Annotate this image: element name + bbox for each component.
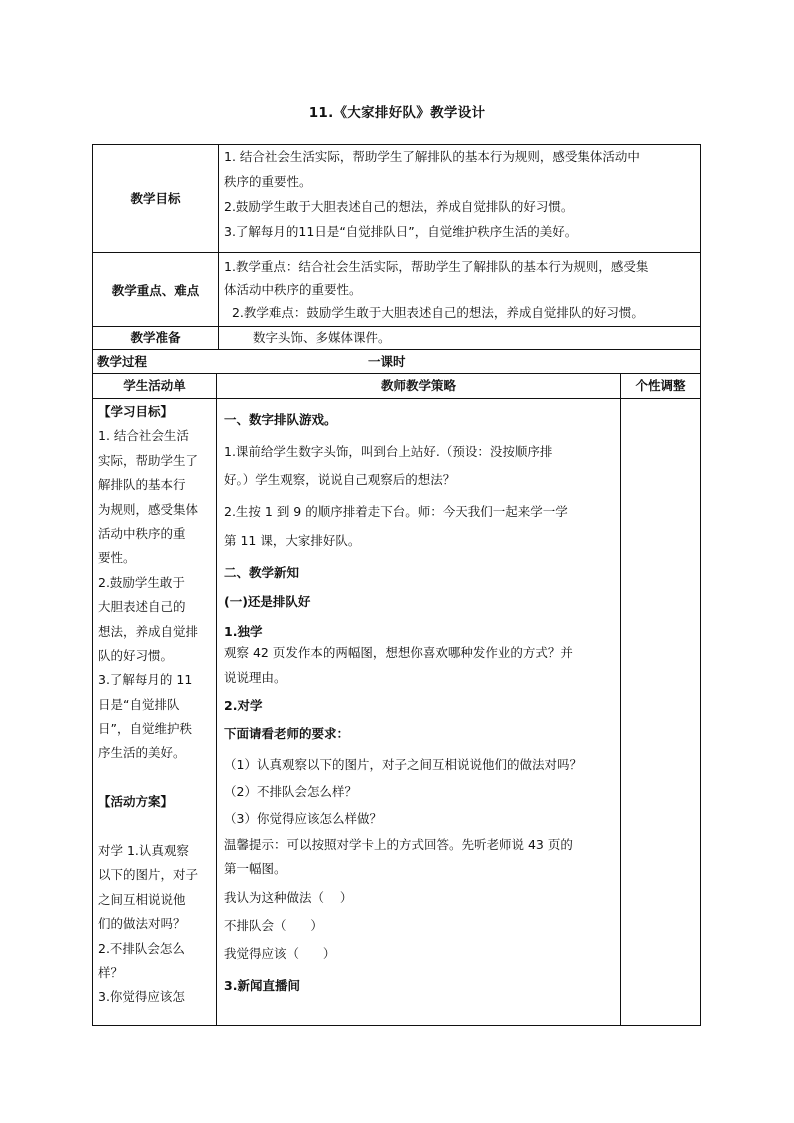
teacher-line: 温馨提示：可以按照对学卡上的方式回答。先听老师说 43 页的 <box>224 837 573 852</box>
student-line: 以下的图片，对子 <box>98 867 199 883</box>
student-line: 想法，养成自觉排 <box>98 623 199 639</box>
keypoints-line: 体活动中秩序的重要性。 <box>224 282 362 297</box>
objectives-line: 3.了解每月的11日是“自觉排队日”，自觉维护秩序生活的美好。 <box>224 224 578 239</box>
objectives-line: 1. 结合社会生活实际，帮助学生了解排队的基本行为规则，感受集体活动中 <box>224 149 640 164</box>
prep-label: 教学准备 <box>130 330 181 345</box>
objectives-line: 2.鼓励学生敢于大胆表述自己的想法，养成自觉排队的好习惯。 <box>224 199 574 214</box>
teacher-line: 1.独学 <box>224 624 263 639</box>
teacher-line: 下面请看老师的要求： <box>224 726 350 741</box>
student-line: 队的好习惯。 <box>98 647 174 663</box>
rule-right <box>700 144 701 1026</box>
student-line: 【学习目标】 <box>98 404 174 419</box>
student-line: 解排队的基本行 <box>98 477 186 493</box>
teacher-line: 第一幅图。 <box>224 861 287 876</box>
student-line: 之间互相说说他 <box>98 891 186 907</box>
teacher-line: 观察 42 页发作本的两幅图，想想你喜欢哪种发作业的方式？并 <box>224 645 573 660</box>
student-activity-column <box>98 400 214 1010</box>
teacher-line: 我认为这种做法（ ） <box>224 890 353 905</box>
objectives-content <box>224 145 696 245</box>
rule-personal-divider <box>620 373 621 1026</box>
teacher-line: 好。）学生观察，说说自己观察后的想法？ <box>224 472 456 487</box>
student-line: 序生活的美好。 <box>98 745 186 761</box>
student-line: 3.你觉得应该怎 <box>98 989 185 1005</box>
student-line: 1. 结合社会生活 <box>98 428 189 444</box>
header-teacher: 教师教学策略 <box>380 378 456 393</box>
teacher-line: 2.对学 <box>224 698 263 713</box>
student-line: 实际，帮助学生了 <box>98 452 199 468</box>
student-line: 样？ <box>98 964 124 980</box>
keypoints-label: 教学重点、难点 <box>111 283 200 298</box>
student-line: 日是“自觉排队 <box>98 696 180 712</box>
header-student: 学生活动单 <box>123 378 186 393</box>
student-line: 活动中秩序的重 <box>98 525 186 541</box>
page-title: 11.《大家排好队》教学设计 <box>308 105 486 121</box>
rule-header-bottom <box>92 398 701 399</box>
keypoints-line: 2.教学难点：鼓励学生敢于大胆表述自己的想法，养成自觉排队的好习惯。 <box>224 305 644 320</box>
student-line: 要性。 <box>98 550 136 566</box>
keypoints-line: 1.教学重点：结合社会生活实际，帮助学生了解排队的基本行为规则，感受集 <box>224 259 649 274</box>
teacher-line: 1.课前给学生数字头饰，叫到台上站好.（预设：没按顺序排 <box>224 444 553 459</box>
teacher-line: (一)还是排队好 <box>224 594 311 609</box>
teacher-line: 3.新闻直播间 <box>224 978 300 993</box>
teacher-line: 说说理由。 <box>224 670 287 685</box>
process-value: 一课时 <box>368 354 406 369</box>
student-line: 3.了解每月的 11 <box>98 672 193 688</box>
keypoints-content <box>224 255 696 324</box>
prep-value: 数字头饰、多媒体课件。 <box>253 330 391 345</box>
teacher-strategy-column <box>224 408 618 1000</box>
teacher-line: 2.生按 1 到 9 的顺序排着走下台。师：今天我们一起来学一学 <box>224 504 568 519</box>
teacher-line: 二、教学新知 <box>224 565 300 580</box>
header-personal: 个性调整 <box>635 378 686 393</box>
teacher-line: （1）认真观察以下的图片，对子之间互相说说他们的做法对吗？ <box>224 757 582 772</box>
process-label: 教学过程 <box>97 354 148 369</box>
student-line: 们的做法对吗？ <box>98 916 186 932</box>
student-line: 2.鼓励学生敢于 <box>98 574 185 590</box>
teacher-line: （2）不排队会怎么样？ <box>224 784 357 799</box>
objectives-label: 教学目标 <box>130 191 181 206</box>
teacher-line: 我觉得应该（ ） <box>224 946 336 961</box>
objectives-line: 秩序的重要性。 <box>224 174 312 189</box>
student-line: 2.不排队会怎么 <box>98 940 185 956</box>
rule-label-divider <box>218 144 219 350</box>
rule-bottom <box>92 1025 701 1026</box>
teacher-line: 不排队会（ ） <box>224 918 323 933</box>
teacher-line: （3）你觉得应该怎么样做？ <box>224 811 382 826</box>
student-line: 为规则，感受集体 <box>98 501 199 517</box>
rule-left <box>92 144 93 1026</box>
student-line <box>98 815 214 839</box>
student-line: 对学 1.认真观察 <box>98 843 189 859</box>
rule-student-divider <box>216 373 217 1026</box>
student-line: 日”，自觉维护秩 <box>98 721 192 737</box>
student-line <box>98 766 214 790</box>
rule-objectives-bottom <box>92 252 701 253</box>
student-line: 【活动方案】 <box>98 794 174 810</box>
student-line: 大胆表述自己的 <box>98 599 186 615</box>
teacher-line: 第 11 课，大家排好队。 <box>224 533 361 548</box>
teacher-line: 一、数字排队游戏。 <box>224 412 337 427</box>
